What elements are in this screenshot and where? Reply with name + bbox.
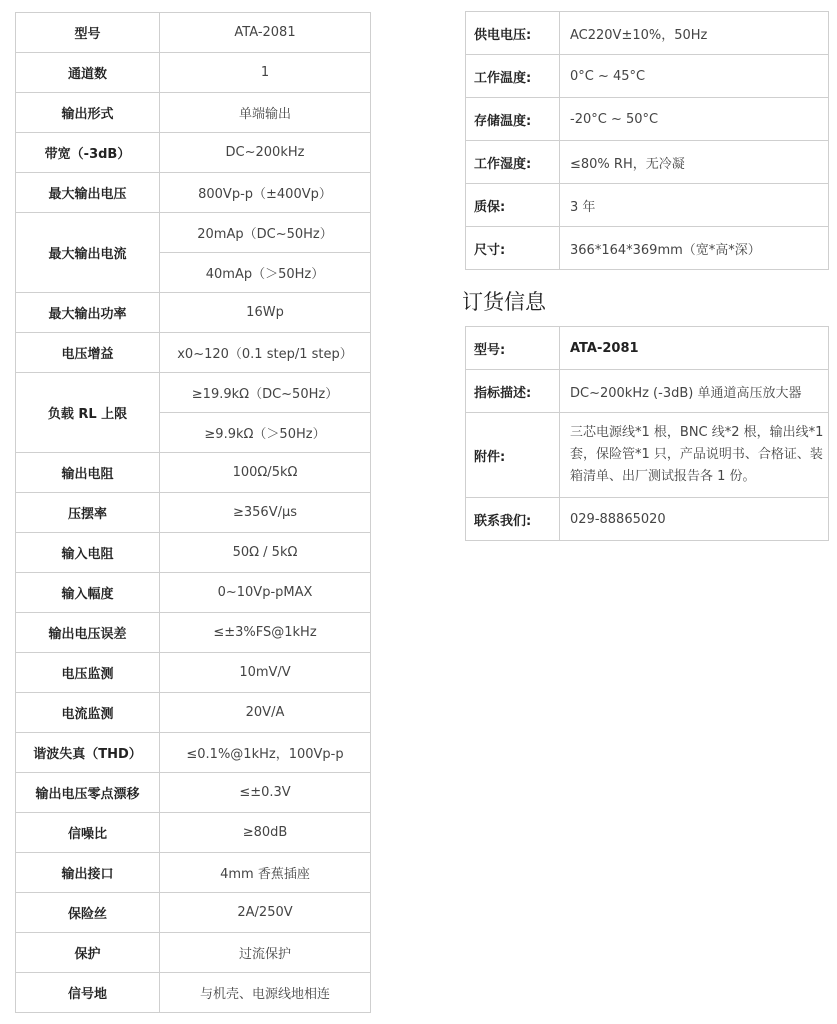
spec-label: 输出电压误差 bbox=[16, 613, 160, 653]
spec-value: 1 bbox=[160, 53, 371, 93]
power-value: -20°C ~ 50°C bbox=[560, 98, 829, 141]
spec-value: 20V/A bbox=[160, 693, 371, 733]
table-row bbox=[16, 893, 371, 933]
power-value: 3 年 bbox=[560, 184, 829, 227]
spec-label: 输出形式 bbox=[16, 93, 160, 133]
spec-label: 保护 bbox=[16, 933, 160, 973]
order-label: 联系我们: bbox=[466, 498, 560, 541]
table-row bbox=[466, 184, 829, 227]
table-row bbox=[466, 141, 829, 184]
spec-value: ≥19.9kΩ（DC~50Hz） bbox=[160, 373, 371, 413]
spec-label: 输入幅度 bbox=[16, 573, 160, 613]
spec-label: 谐波失真（THD） bbox=[16, 733, 160, 773]
spec-label: 最大输出电压 bbox=[16, 173, 160, 213]
table-row bbox=[466, 498, 829, 541]
table-row bbox=[16, 613, 371, 653]
spec-label: 电压增益 bbox=[16, 333, 160, 373]
spec-value: 800Vp-p（±400Vp） bbox=[160, 173, 371, 213]
spec-table bbox=[15, 12, 371, 1013]
table-row bbox=[16, 773, 371, 813]
spec-label: 带宽（-3dB） bbox=[16, 133, 160, 173]
table-row bbox=[16, 493, 371, 533]
table-row bbox=[16, 973, 371, 1013]
order-info-table bbox=[465, 326, 829, 541]
spec-label: 型号 bbox=[16, 13, 160, 53]
table-row bbox=[16, 373, 371, 413]
table-row bbox=[466, 55, 829, 98]
table-row bbox=[16, 813, 371, 853]
table-row bbox=[16, 213, 371, 253]
spec-value: ≤±0.3V bbox=[160, 773, 371, 813]
spec-value: 过流保护 bbox=[160, 933, 371, 973]
spec-label: 电压监测 bbox=[16, 653, 160, 693]
spec-value: 单端输出 bbox=[160, 93, 371, 133]
table-row bbox=[16, 693, 371, 733]
spec-label: 最大输出电流 bbox=[16, 213, 160, 293]
power-value: ≤80% RH，无冷凝 bbox=[560, 141, 829, 184]
table-row bbox=[16, 653, 371, 693]
power-label: 质保: bbox=[466, 184, 560, 227]
spec-value: ≤±3%FS@1kHz bbox=[160, 613, 371, 653]
table-row bbox=[16, 173, 371, 213]
spec-value: 0~10Vp-pMAX bbox=[160, 573, 371, 613]
spec-label: 输出电阻 bbox=[16, 453, 160, 493]
table-row bbox=[16, 53, 371, 93]
power-label: 工作温度: bbox=[466, 55, 560, 98]
table-row bbox=[16, 93, 371, 133]
spec-label: 信号地 bbox=[16, 973, 160, 1013]
table-row bbox=[466, 327, 829, 370]
table-row bbox=[466, 370, 829, 413]
spec-value: 40mAp（＞50Hz） bbox=[160, 253, 371, 293]
order-info-title: 订货信息 bbox=[462, 290, 546, 314]
order-value: 三芯电源线*1 根，BNC 线*2 根，输出线*1 套，保险管*1 只，产品说明书、合格证、装箱清单、出厂测试报告各 1 份。 bbox=[560, 413, 829, 498]
spec-value: 20mAp（DC~50Hz） bbox=[160, 213, 371, 253]
power-label: 尺寸: bbox=[466, 227, 560, 270]
spec-value: x0~120（0.1 step/1 step） bbox=[160, 333, 371, 373]
table-row bbox=[16, 733, 371, 773]
power-label: 存储温度: bbox=[466, 98, 560, 141]
power-label: 供电电压: bbox=[466, 12, 560, 55]
table-row bbox=[466, 227, 829, 270]
table-row bbox=[16, 293, 371, 333]
spec-value: ≥80dB bbox=[160, 813, 371, 853]
spec-label: 最大输出功率 bbox=[16, 293, 160, 333]
spec-value: 50Ω / 5kΩ bbox=[160, 533, 371, 573]
table-row bbox=[16, 13, 371, 53]
spec-label: 保险丝 bbox=[16, 893, 160, 933]
spec-value: ≥356V/μs bbox=[160, 493, 371, 533]
spec-label: 输出电压零点漂移 bbox=[16, 773, 160, 813]
spec-label: 通道数 bbox=[16, 53, 160, 93]
power-value: 0°C ~ 45°C bbox=[560, 55, 829, 98]
table-row bbox=[16, 853, 371, 893]
table-row bbox=[16, 533, 371, 573]
table-row bbox=[16, 933, 371, 973]
spec-value: 2A/250V bbox=[160, 893, 371, 933]
spec-value: 10mV/V bbox=[160, 653, 371, 693]
power-value: AC220V±10%，50Hz bbox=[560, 12, 829, 55]
table-row bbox=[466, 98, 829, 141]
spec-value: ≥9.9kΩ（＞50Hz） bbox=[160, 413, 371, 453]
spec-label: 输入电阻 bbox=[16, 533, 160, 573]
spec-value: ATA-2081 bbox=[160, 13, 371, 53]
spec-value: ≤0.1%@1kHz，100Vp-p bbox=[160, 733, 371, 773]
order-label: 型号: bbox=[466, 327, 560, 370]
table-row bbox=[16, 333, 371, 373]
spec-label: 负载 RL 上限 bbox=[16, 373, 160, 453]
order-label: 指标描述: bbox=[466, 370, 560, 413]
spec-value: DC~200kHz bbox=[160, 133, 371, 173]
spec-label: 压摆率 bbox=[16, 493, 160, 533]
order-value: ATA-2081 bbox=[560, 327, 829, 370]
spec-value: 4mm 香蕉插座 bbox=[160, 853, 371, 893]
power-spec-table bbox=[465, 11, 829, 270]
spec-value: 100Ω/5kΩ bbox=[160, 453, 371, 493]
spec-label: 电流监测 bbox=[16, 693, 160, 733]
spec-value: 16Wp bbox=[160, 293, 371, 333]
table-row bbox=[16, 453, 371, 493]
table-row bbox=[16, 133, 371, 173]
table-row bbox=[16, 573, 371, 613]
power-value: 366*164*369mm（宽*高*深） bbox=[560, 227, 829, 270]
order-value: 029-88865020 bbox=[560, 498, 829, 541]
table-row bbox=[466, 413, 829, 498]
table-row bbox=[466, 12, 829, 55]
spec-label: 输出接口 bbox=[16, 853, 160, 893]
order-label: 附件: bbox=[466, 413, 560, 498]
order-value: DC~200kHz (-3dB) 单通道高压放大器 bbox=[560, 370, 829, 413]
spec-value: 与机壳、电源线地相连 bbox=[160, 973, 371, 1013]
spec-label: 信噪比 bbox=[16, 813, 160, 853]
power-label: 工作湿度: bbox=[466, 141, 560, 184]
